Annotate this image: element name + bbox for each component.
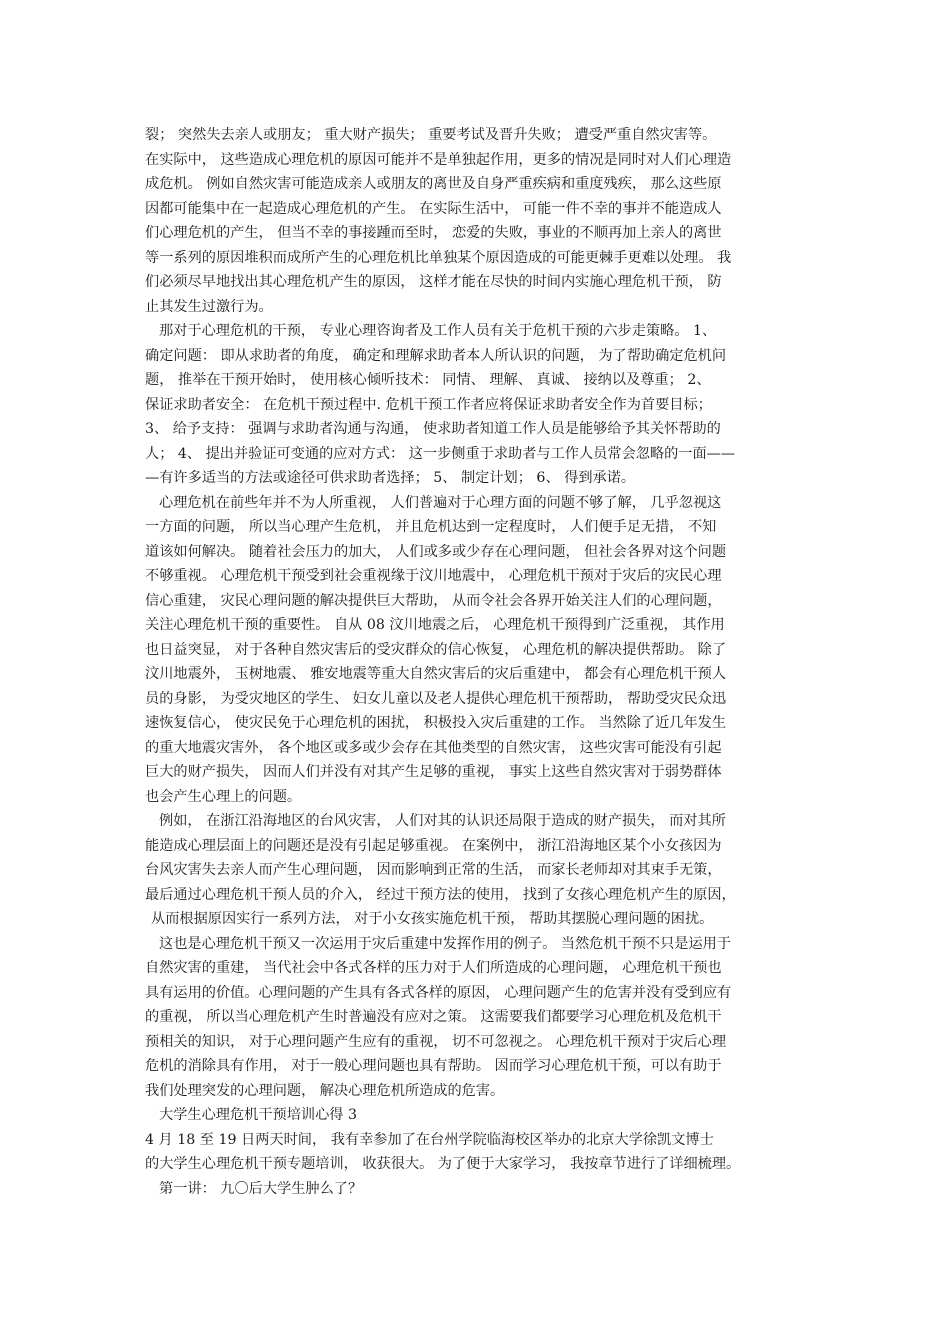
text-line: 我们处理突发的心理问题， 解决心理危机所造成的危害。 bbox=[145, 1082, 505, 1099]
text-line: 等一系列的原因堆积而成所产生的心理危机比单独某个原因造成的可能更棘手更难以处理。 我 bbox=[145, 249, 732, 266]
text-line: 的大学生心理危机干预专题培训， 收获很大。 为了便于大家学习， 我按章节进行了详细梳理。 bbox=[145, 1156, 741, 1172]
text-line: 速恢复信心， 使灾民免于心理危机的困扰， 积极投入灾后重建的工作。 当然除了近几年发生 bbox=[145, 715, 727, 731]
paragraph-start: 这也是心理危机干预又一次运用于灾后重建中发挥作用的例子。 当然危机干预不只是运用于 bbox=[159, 935, 732, 952]
text-line: 止其发生过激行为。 bbox=[145, 298, 273, 315]
paragraph-start: 那对于心理危机的干预， 专业心理咨询者及工作人员有关于危机干预的六步走策略。 1、 bbox=[159, 323, 717, 339]
text-line: 能造成心理层面上的问题还是没有引起足够重视。 在案例中， 浙江沿海地区某个小女孩因为 bbox=[145, 837, 722, 854]
text-line: 也日益突显， 对于各种自然灾害后的受灾群众的信心恢复， 心理危机的解决提供帮助。 除了 bbox=[145, 641, 727, 658]
text-line: 不够重视。 心理危机干预受到社会重视缘于汶川地震中， 心理危机干预对于灾后的灾民心理 bbox=[145, 568, 722, 584]
text-line: 道该如何解决。 随着社会压力的加大， 人们或多或少存在心理问题， 但社会各界对这个问题 bbox=[145, 543, 727, 560]
section-heading: 大学生心理危机干预培训心得 3 bbox=[159, 1107, 357, 1123]
text-line: 因都可能集中在一起造成心理危机的产生。 在实际生活中， 可能一件不幸的事并不能造成人 bbox=[145, 200, 722, 217]
text-line: 成危机。 例如自然灾害可能造成亲人或朋友的离世及自身严重疾病和重度残疾， 那么这些原 bbox=[145, 176, 722, 192]
text-line: —有许多适当的方法或途径可供求助者选择； 5、 制定计划； 6、 得到承诺。 bbox=[145, 470, 636, 486]
document-body bbox=[145, 123, 810, 1201]
paragraph-start: 例如， 在浙江沿海地区的台风灾害， 人们对其的认识还局限于造成的财产损失， 而对其所 bbox=[159, 813, 726, 829]
text-line: 具有运用的价值。心理问题的产生具有各式各样的原因， 心理问题产生的危害并没有受到应有 bbox=[145, 984, 732, 1001]
text-line: 危机的消除具有作用， 对于一般心理问题也具有帮助。 因而学习心理危机干预，可以有助于 bbox=[145, 1058, 722, 1074]
text-line: 保证求助者安全： 在危机干预过程中. 危机干预工作者应将保证求助者安全作为首要目标； bbox=[145, 396, 712, 413]
text-line: 自然灾害的重建， 当代社会中各式各样的压力对于人们所造成的心理问题， 心理危机干预也 bbox=[145, 960, 722, 976]
text-line: 员的身影， 为受灾地区的学生、 妇女儿童以及老人提供心理危机干预帮助， 帮助受灾民众迅 bbox=[145, 690, 727, 707]
text-line: 最后通过心理危机干预人员的介入， 经过干预方法的使用， 找到了女孩心理危机产生的原因， bbox=[145, 886, 736, 903]
text-line: 台风灾害失去亲人而产生心理问题， 因而影响到正常的生活， 而家长老师却对其束手无策， bbox=[145, 862, 722, 878]
text-line: 也会产生心理上的问题。 bbox=[145, 788, 302, 805]
text-line: 4 月 18 至 19 日两天时间， 我有幸参加了在台州学院临海校区举办的北京大学徐凯文博士 bbox=[145, 1131, 714, 1148]
text-line: 题， 推举在干预开始时， 使用核心倾听技术： 同情、 理解、 真诚、 接纳以及尊重； 2、 bbox=[145, 372, 711, 388]
paragraph-start: 心理危机在前些年并不为人所重视， 人们普遍对于心理方面的问题不够了解， 几乎忽视这 bbox=[159, 494, 722, 511]
text-line: 的重大地震灾害外， 各个地区或多或少会存在其他类型的自然灾害， 这些灾害可能没有引起 bbox=[145, 739, 722, 756]
text-line: 3、 给予支持： 强调与求助者沟通与沟通， 使求助者知道工作人员是能够给予其关怀帮助的 bbox=[145, 421, 721, 437]
text-line: 一方面的问题， 所以当心理产生危机， 并且危机达到一定程度时， 人们便手足无措， 不知 bbox=[145, 519, 717, 535]
subsection-heading: 第一讲： 九〇后大学生肿么了？ bbox=[159, 1180, 363, 1197]
text-line: 汶川地震外， 玉树地震、 雅安地震等重大自然灾害后的灾后重建中， 都会有心理危机干预人 bbox=[145, 666, 727, 682]
text-line: 人； 4、 提出并验证可变通的应对方式： 这一步侧重于求助者与工作人员常会忽略的一面—— bbox=[145, 445, 736, 462]
text-line: 信心重建， 灾民心理问题的解决提供巨大帮助， 从而令社会各界开始关注人们的心理问题， bbox=[145, 592, 722, 609]
text-line: 们心理危机的产生， 但当不幸的事接踵而至时， 恋爱的失败，事业的不顺再加上亲人的离世 bbox=[145, 225, 722, 241]
text-line: 巨大的财产损失， 因而人们并没有对其产生足够的重视， 事实上这些自然灾害对于弱势群体 bbox=[145, 764, 722, 780]
text-line: 在实际中， 这些造成心理危机的原因可能并不是单独起作用，更多的情况是同时对人们心理造 bbox=[145, 151, 732, 168]
text-line: 确定问题： 即从求助者的角度， 确定和理解求助者本人所认识的问题， 为了帮助确定危机问 bbox=[145, 347, 727, 364]
text-line: 从而根据原因实行一系列方法， 对于小女孩实施危机干预， 帮助其摆脱心理问题的困扰。 bbox=[151, 911, 714, 927]
text-line: 关注心理危机干预的重要性。 自从 08 汶川地震之后， 心理危机干预得到广泛重视， 其作用 bbox=[145, 617, 725, 633]
text-line: 的重视， 所以当心理危机产生时普遍没有应对之策。 这需要我们都要学习心理危机及危机干 bbox=[145, 1009, 722, 1025]
text-line: 预相关的知识， 对于心理问题产生应有的重视， 切不可忽视之。 心理危机干预对于灾后心理 bbox=[145, 1033, 727, 1050]
text-line: 们必须尽早地找出其心理危机产生的原因， 这样才能在尽快的时间内实施心理危机干预， 防 bbox=[145, 274, 722, 290]
text-line: 裂； 突然失去亲人或朋友； 重大财产损失； 重要考试及晋升失败； 遭受严重自然灾害等。 bbox=[145, 127, 717, 143]
